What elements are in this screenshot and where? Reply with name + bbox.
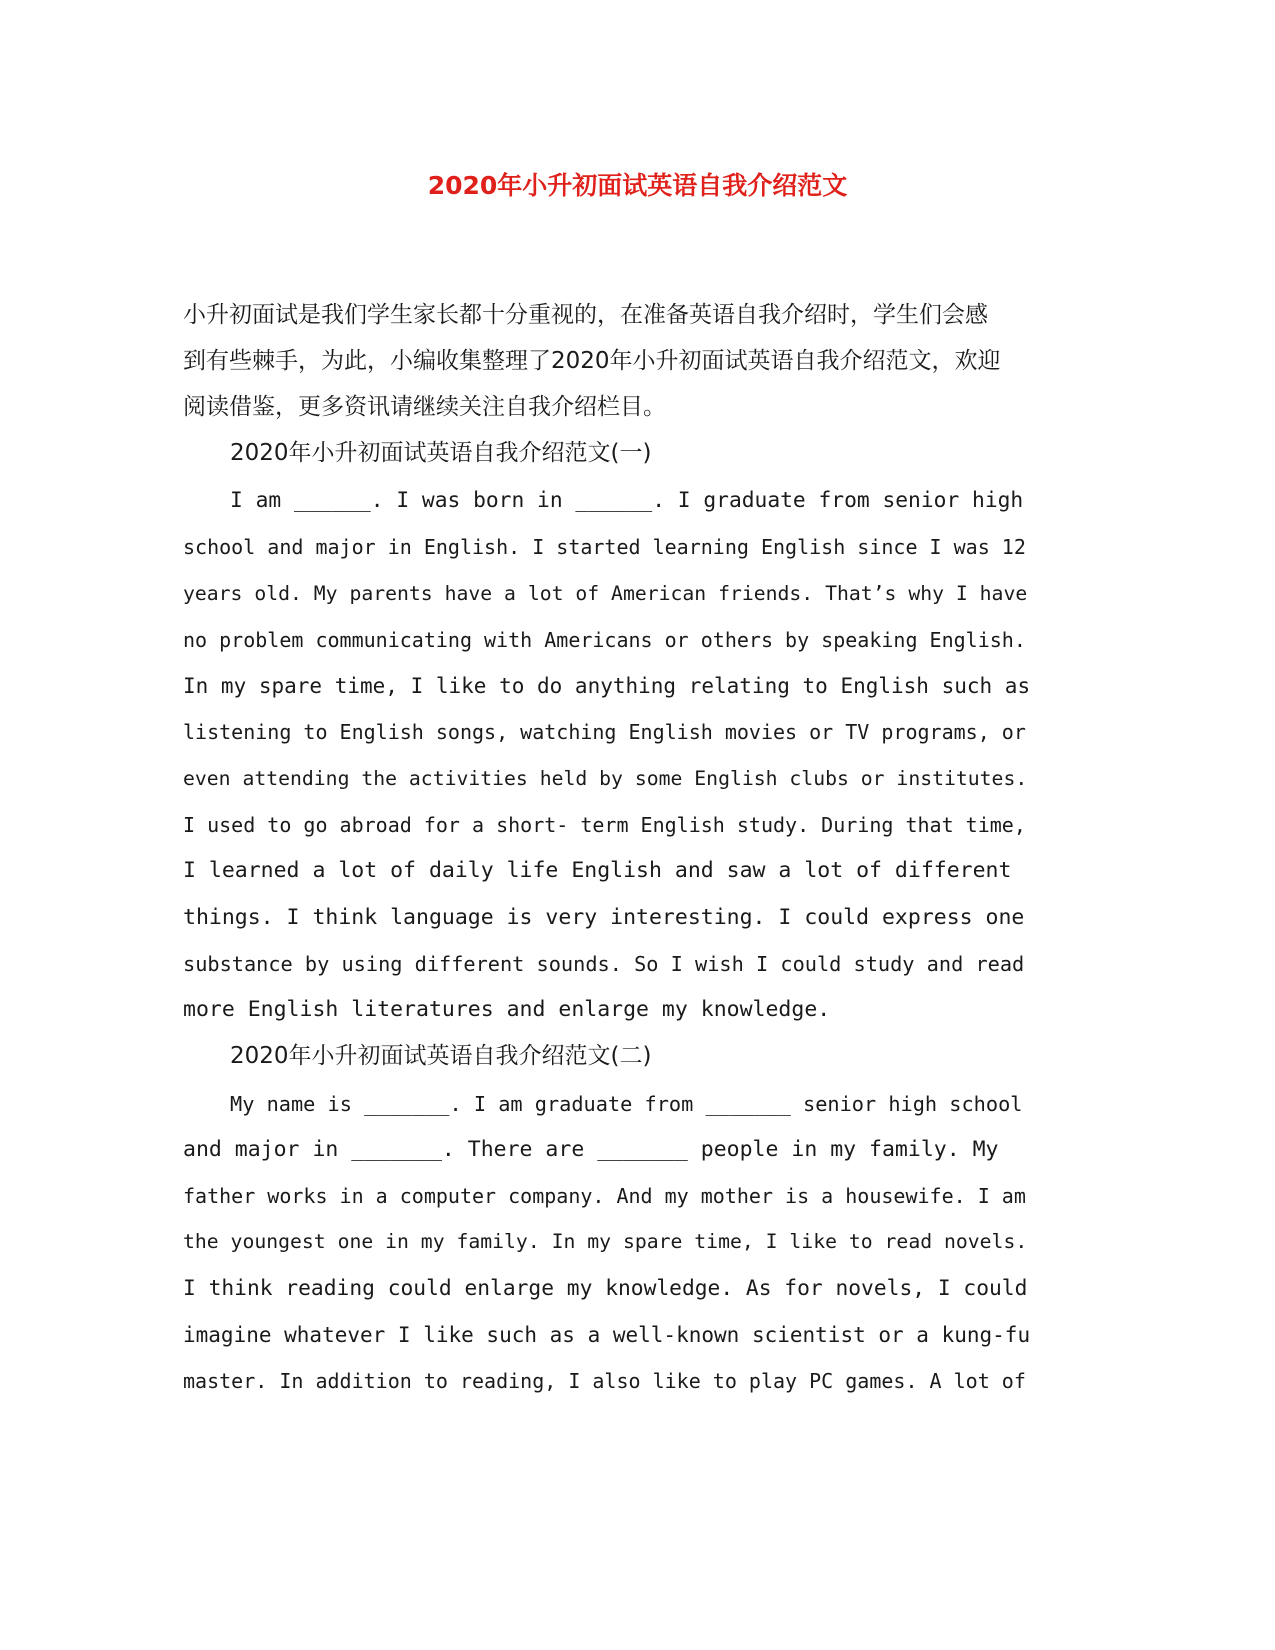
body-line: I think reading could enlarge my knowledge. As for novels, I could — [183, 1276, 1028, 1301]
body-line: even attending the activities held by some English clubs or institutes. — [183, 767, 1028, 790]
body-line: substance by using different sounds. So I wish I could study and read — [183, 952, 1025, 976]
body-line: things. I think language is very interesting. I could express one — [183, 905, 1025, 930]
body-line: I used to go abroad for a short- term English study. During that time, — [183, 813, 1026, 837]
section-heading: 2020年小升初面试英语自我介绍范文(二) — [230, 1043, 652, 1069]
body-line: father works in a computer company. And my mother is a housewife. I am — [183, 1184, 1026, 1208]
body-line: I learned a lot of daily life English and saw a lot of different — [183, 858, 1012, 883]
section-heading: 2020年小升初面试英语自我介绍范文(一) — [230, 440, 652, 466]
body-line: I am ______. I was born in ______. I graduate from senior high — [230, 488, 1024, 513]
body-line: 到有些棘手，为此，小编收集整理了2020年小升初面试英语自我介绍范文，欢迎 — [183, 348, 1001, 374]
body-line: more English literatures and enlarge my knowledge. — [183, 997, 831, 1022]
body-line: My name is _______. I am graduate from _______ senior high school — [230, 1092, 1023, 1116]
document-title: 2020年小升初面试英语自我介绍范文 — [427, 171, 848, 200]
body-line: listening to English songs, watching English movies or TV programs, or — [183, 720, 1026, 744]
body-line: master. In addition to reading, I also like to play PC games. A lot of — [183, 1369, 1026, 1393]
body-line: 阅读借鉴，更多资讯请继续关注自我介绍栏目。 — [183, 394, 666, 420]
body-line: school and major in English. I started learning English since I was 12 — [183, 535, 1026, 559]
body-line: no problem communicating with Americans or others by speaking English. — [183, 628, 1026, 652]
body-line: the youngest one in my family. In my spare time, I like to read novels. — [183, 1230, 1028, 1253]
body-line: imagine whatever I like such as a well-known scientist or a kung-fu — [183, 1323, 1031, 1347]
body-line: and major in _______. There are _______ people in my family. My — [183, 1137, 999, 1162]
body-line: years old. My parents have a lot of American friends. That’s why I have — [183, 582, 1028, 605]
body-line: In my spare time, I like to do anything relating to English such as — [183, 674, 1031, 698]
body-line: 小升初面试是我们学生家长都十分重视的，在准备英语自我介绍时，学生们会感 — [183, 302, 988, 328]
